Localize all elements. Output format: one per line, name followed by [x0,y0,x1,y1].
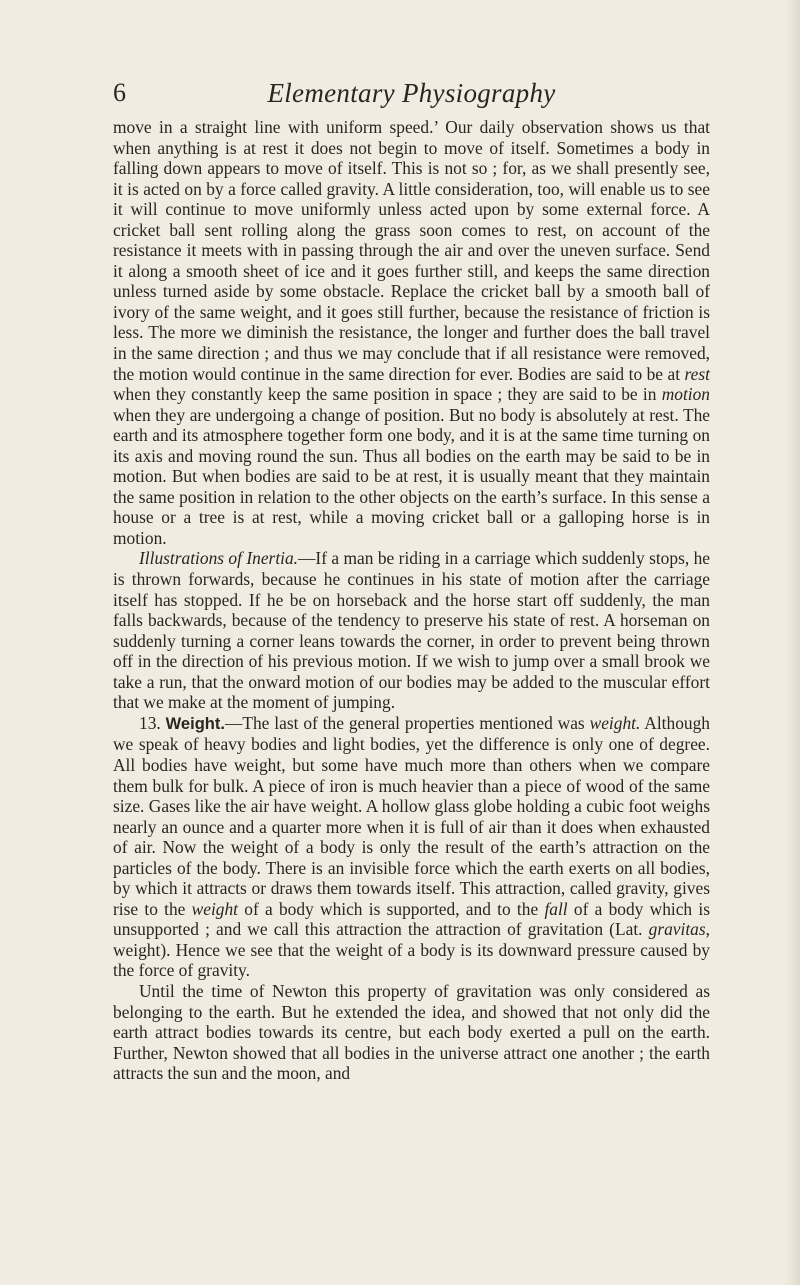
italic-term: weight. [589,712,641,733]
text-run: of a body which is supported, and to the [238,898,545,919]
paragraph-newton [113,981,710,1084]
running-head: Elementary Physiography [267,78,556,108]
italic-term: fall [544,898,568,919]
body-text [113,117,710,1084]
paragraph-motion-at-rest [113,117,710,548]
italic-term: gravitas [648,919,706,940]
paragraph-weight [113,713,710,981]
italic-term: motion [661,384,710,405]
text-run: when they are undergoing a change of position. But no body is absolutely at rest. The earth and its atmosphere together form one body, and it is at the same time turning on its axis and moving round the sun. Thus all bodies on the earth may be said to be in motion. But when bodies are said to be at rest, it is usually meant that they maintain the same position in relation to the other objects on the earth’s surface. In this sense a house or a tree is at rest, while a moving cricket ball or a galloping horse is in motion. [113,404,710,548]
text-run: Until the time of Newton this property of gravitation was only considered as belonging to the earth. But he extended the idea, and showed that not only did the earth attract bodies towards its centre, but each body exerted a pull on the earth. Further, Newton showed that all bodies in the universe attract one another ; the earth attracts the sun and the moon, and [113,980,710,1084]
page-header [113,76,710,110]
text-run: —If a man be riding in a carriage which suddenly stops, he is thrown forwards, because he continues in his state of motion after the carriage itself has stopped. If he be on horseback and the horse start off suddenly, the man falls backwards, because of the tendency to preserve his state of rest. A horseman on suddenly turning a corner leans towards the corner, in order to prevent being thrown off in the direction of his previous motion. If we wish to jump over a small brook we take a run, that the onward motion of our bodies may be added to the muscular effort that we make at the moment of jumping. [113,548,710,713]
section-heading: Weight. [165,714,225,733]
section-number: 13. [139,712,161,733]
page-number: 6 [113,78,126,107]
italic-subheading: Illustrations of Inertia. [139,548,299,569]
text-run: move in a straight line with uniform speed.’ Our daily observation shows us that when anything is at rest it does not begin to move of itself. Sometimes a body in falling down appears to move of itself. This is not so ; for, as we shall presently see, it is acted on by a force called gravity. A little consideration, too, will enable us to see it will continue to move uniformly unless acted upon by some external force. A cricket ball sent rolling along the grass soon comes to rest, on account of the resistance it meets with in passing through the air and over the uneven surface. Send it along a smooth sheet of ice and it goes further still, and keeps the same direction unless turned aside by some obstacle. Replace the cricket ball by a smooth ball of ivory of the same weight, and it goes still further, because the resistance of friction is less. The more we diminish the resistance, the longer and further does the ball travel in the same direction ; and thus we may conclude that if all resistance were removed, the motion would continue in the same direction for ever. Bodies are said to be at [113,117,710,384]
page-edge-shadow [786,0,800,1285]
text-run: when they constantly keep the same position in space ; they are said to be in [113,384,662,405]
text-run: —The last of the general properties mentioned was [224,712,590,733]
text-run: Although we speak of heavy bodies and light bodies, yet the difference is only one of degree. All bodies have weight, but some have much more than others when we compare them bulk for bulk. A piece of iron is much heavier than a piece of wood of the same size. Gases like the air have weight. A hollow glass globe holding a cubic foot weighs nearly an ounce and a quarter more when it is full of air than it does when exhausted of air. Now the weight of a body is only the result of the earth’s attraction on the particles of the body. There is an invisible force which the earth exerts on all bodies, by which it attracts or draws them towards itself. This attraction, called gravity, gives rise to the [113,712,710,919]
paragraph-illustrations-of-inertia [113,548,710,712]
italic-term: rest [684,363,710,384]
italic-term: weight [191,898,239,919]
text-run: , weight). Hence we see that the weight of a body is its downward pressure caused by the force of gravity. [113,919,710,981]
text-run: of a body which is unsupported ; and we call this attraction the attraction of gravitation (Lat. [113,898,710,940]
